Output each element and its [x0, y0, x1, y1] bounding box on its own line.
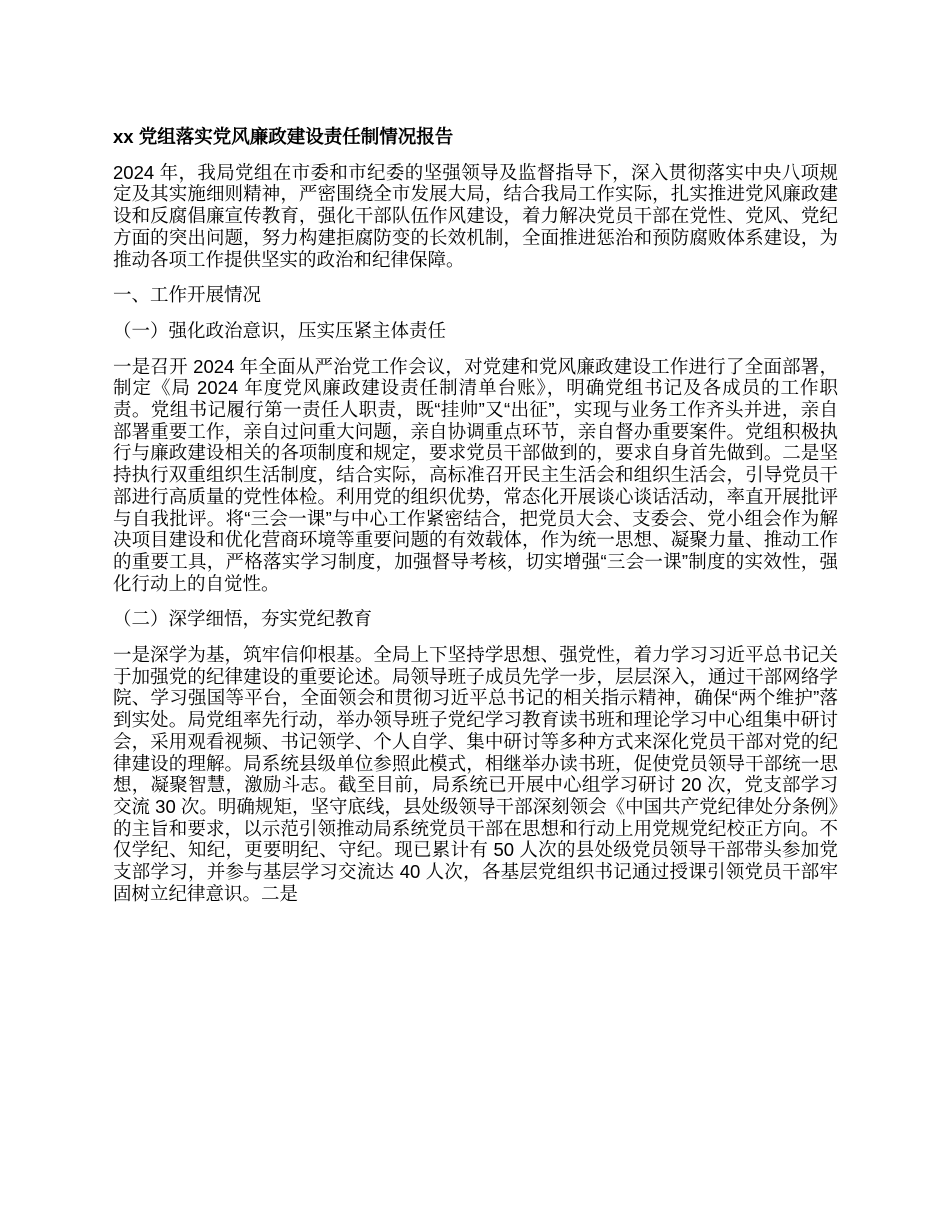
heading-section-1: 一、工作开展情况: [113, 284, 262, 306]
paragraph-subsection-1-2: 一是深学为基，筑牢信仰根基。全局上下坚持学思想、强党性，着力学习习近平总书记关于加强党的纪律建设的重要论述。局领导班子成员先学一步，层层深入，通过干部网络学院、学习强国等平台，全面领会和贯彻习近平总书记的相关指示精神，确保“两个维护”落到实处。局党组率先行动，举办领导班子党纪学习教育读书班和理论学习中心组集中研讨会，采用观看视频、书记领学、个人自学、集中研讨等多种方式来深化党员干部对党的纪律建设的理解。局系统县级单位参照此模式，相继举办读书班，促使党员领导干部统一思想，凝聚智慧，激励斗志。截至目前，局系统已开展中心组学习研讨 20 次，党支部学习交流 30 次。明确规矩，坚守底线，县处级领导干部深刻领会《中国共产党纪律处分条例》的主旨和要求，以示范引领推动局系统党员干部在思想和行动上用党规党纪校正方向。不仅学纪、知纪，更要明纪、守纪。现已累计有 50 人次的县处级党员领导干部带头参加党支部学习，并参与基层学习交流达 40 人次，各基层党组织书记通过授课引领党员干部牢固树立纪律意识。二是: [113, 644, 838, 904]
heading-subsection-1-2: （二）深学细悟，夯实党纪教育: [113, 608, 373, 630]
paragraph-intro: 2024 年，我局党组在市委和市纪委的坚强领导及监督指导下，深入贯彻落实中央八项规定及其实施细则精神，严密围绕全市发展大局，结合我局工作实际，扎实推进党风廉政建设和反腐倡廉宣传教育，强化干部队伍作风建设，着力解决党员干部在党性、党风、党纪方面的突出问题，努力构建拒腐防变的长效机制，全面推进惩治和预防腐败体系建设，为推动各项工作提供坚实的政治和纪律保障。: [113, 161, 838, 270]
heading-subsection-1-1: （一）强化政治意识，压实压紧主体责任: [113, 319, 447, 341]
paragraph-subsection-1-1: 一是召开 2024 年全面从严治党工作会议，对党建和党风廉政建设工作进行了全面部署，制定《局 2024 年度党风廉政建设责任制清单台账》，明确党组书记及各成员的工作职责。党组书记履行第一责任人职责，既“挂帅”又“出征”，实现与业务工作齐头并进，亲自部署重要工作，亲自过问重大问题，亲自协调重点环节，亲自督办重要案件。党组积极执行与廉政建设相关的各项制度和规定，要求党员干部做到的，要求自身首先做到。二是坚持执行双重组织生活制度，结合实际，高标准召开民主生活会和组织生活会，引导党员干部进行高质量的党性体检。利用党的组织优势，常态化开展谈心谈话活动，率直开展批评与自我批评。将“三会一课”与中心工作紧密结合，把党员大会、支委会、党小组会作为解决项目建设和优化营商环境等重要问题的有效载体，作为统一思想、凝聚力量、推动工作的重要工具，严格落实学习制度，加强督导考核，切实增强“三会一课”制度的实效性，强化行动上的自觉性。: [113, 355, 838, 594]
document-title: xx 党组落实党风廉政建设责任制情况报告: [113, 126, 454, 147]
